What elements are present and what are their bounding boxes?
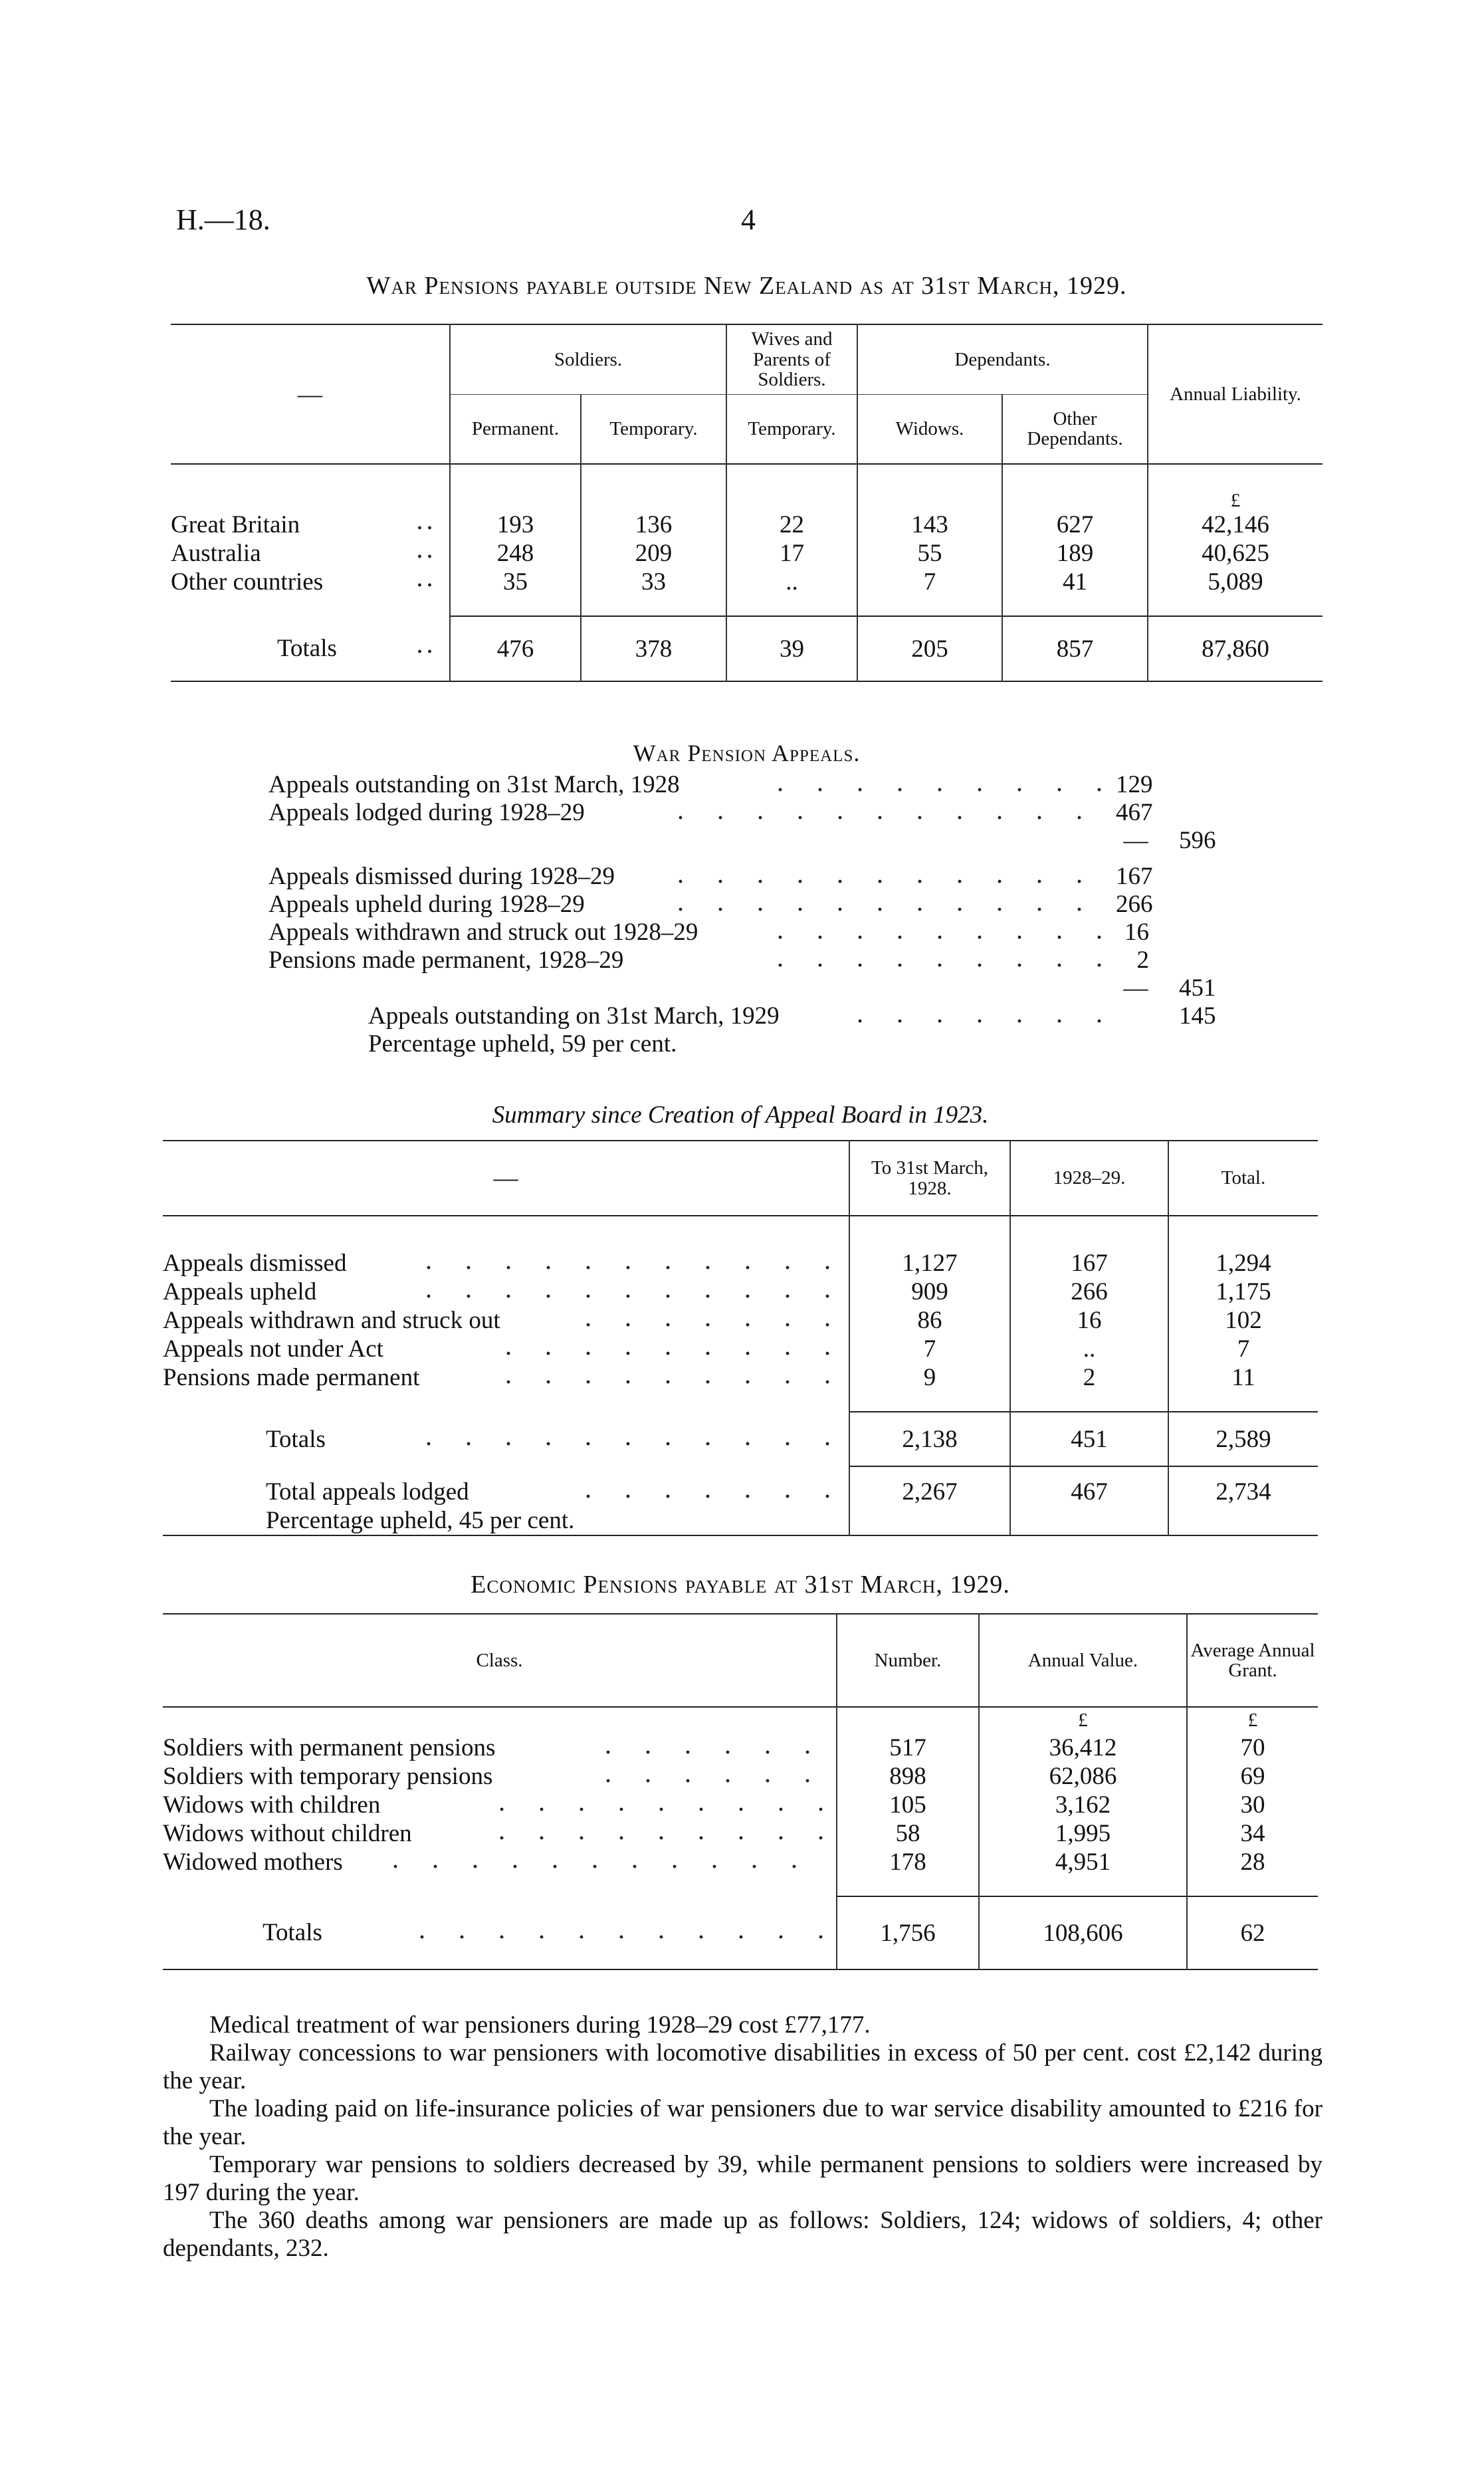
cell: 5,089	[1148, 568, 1323, 596]
cell: 36,412	[979, 1734, 1187, 1762]
list-item	[268, 891, 1153, 919]
dependants-group-header: Dependants.	[857, 324, 1148, 394]
cell: 42,146	[1148, 510, 1323, 539]
item-value: 16	[1124, 919, 1149, 946]
paragraph: The 360 deaths among war pensioners are made up as follows: Soldiers, 124; widows of soldiers, 4; other dependants, 232.	[163, 2207, 1323, 2262]
table-row	[163, 1819, 1318, 1848]
row-label: Total appeals lodged	[266, 1478, 469, 1506]
outstanding-1929-row	[368, 1002, 1216, 1030]
currency-symbol: £	[1148, 464, 1323, 510]
row-label: Widowed mothers	[163, 1849, 343, 1876]
item-value: 266	[1116, 891, 1153, 918]
cell: 16	[1010, 1306, 1168, 1335]
cell: 136	[581, 510, 726, 539]
stub-header: —	[493, 1165, 518, 1192]
cell: 9	[849, 1363, 1010, 1392]
row-label: Other countries	[171, 568, 324, 596]
cell: 857	[1002, 616, 1148, 681]
cell: 627	[1002, 510, 1148, 539]
item-value: 2	[1136, 947, 1149, 974]
subtotal-value: 451	[1179, 974, 1216, 1002]
cell: 108,606	[979, 1896, 1187, 1969]
col-header: Temporary.	[581, 394, 726, 464]
cell: 476	[450, 616, 581, 681]
col-header: Average Annual Grant.	[1187, 1614, 1318, 1707]
item-label: Appeals dismissed during 1928–29	[268, 863, 615, 890]
row-label: Soldiers with temporary pensions	[163, 1763, 493, 1790]
item-label: Pensions made permanent, 1928–29	[268, 947, 624, 974]
col-header: Annual Value.	[979, 1614, 1187, 1707]
item-value: 467	[1116, 799, 1153, 826]
subtotal-value: 596	[1179, 827, 1216, 854]
cell: 266	[1010, 1278, 1168, 1306]
item-value: 167	[1116, 863, 1153, 890]
cell: 4,951	[979, 1848, 1187, 1876]
cell: 189	[1002, 539, 1148, 568]
table-row	[163, 1848, 1318, 1876]
item-label: Appeals outstanding on 31st March, 1929	[368, 1002, 780, 1030]
appeals-title: War Pension Appeals.	[633, 740, 861, 766]
paragraph: Temporary war pensions to soldiers decreased by 39, while permanent pensions to soldiers were increased by 197 during the year.	[163, 2151, 1323, 2206]
totals-label: Totals	[263, 1919, 322, 1946]
paragraph: Railway concessions to war pensioners with locomotive disabilities in excess of 50 per cent. cost £2,142 during the year.	[163, 2039, 1323, 2094]
cell: 41	[1002, 568, 1148, 596]
cell: 58	[837, 1819, 979, 1848]
subtotal-row	[268, 827, 1265, 855]
cell: 1,175	[1168, 1278, 1318, 1306]
cell: 1,756	[837, 1896, 979, 1969]
cell: ..	[726, 568, 857, 596]
totals-label: Totals	[266, 1425, 326, 1453]
cell: 11	[1168, 1363, 1318, 1392]
cell: 193	[450, 510, 581, 539]
table-row	[171, 568, 1323, 596]
cell: 167	[1010, 1249, 1168, 1278]
cell: 30	[1187, 1791, 1318, 1819]
percentage-upheld: Percentage upheld, 45 per cent.	[266, 1507, 575, 1534]
col-header: Other Dependants.	[1002, 394, 1148, 464]
stub-header: —	[171, 324, 450, 464]
table-row	[163, 1363, 1318, 1392]
cell: 70	[1187, 1734, 1318, 1762]
col-header: Temporary.	[726, 394, 857, 464]
cell: 22	[726, 510, 857, 539]
rule-dash: —	[1123, 974, 1148, 1002]
cell: 378	[581, 616, 726, 681]
war-pensions-title: War Pensions payable outside New Zealand as at 31st March, 1929.	[366, 272, 1127, 300]
cell: 102	[1168, 1306, 1318, 1335]
table-row	[163, 1762, 1318, 1791]
item-label: Appeals outstanding on 31st March, 1928	[268, 771, 680, 798]
col-header: 1928–29.	[1010, 1141, 1168, 1216]
cell: 2	[1010, 1363, 1168, 1392]
wives-group-header: Wives and Parents of Soldiers.	[726, 324, 857, 394]
paragraph: The loading paid on life-insurance policies of war pensioners due to war service disability amounted to £216 for the year.	[163, 2095, 1323, 2150]
totals-label: Totals	[277, 635, 337, 662]
table-row	[171, 510, 1323, 539]
cell: 39	[726, 616, 857, 681]
cell: 69	[1187, 1762, 1318, 1791]
col-header: Total.	[1168, 1141, 1318, 1216]
totals-row	[163, 1896, 1318, 1969]
cell: 7	[857, 568, 1002, 596]
totals-row	[163, 1412, 1318, 1466]
cell: 209	[581, 539, 726, 568]
percentage-upheld: Percentage upheld, 59 per cent.	[368, 1030, 677, 1058]
item-value: 129	[1116, 771, 1153, 798]
row-label: Appeals withdrawn and struck out	[163, 1307, 500, 1334]
page-number: 4	[741, 203, 756, 236]
cell: 17	[726, 539, 857, 568]
cell: 62	[1187, 1896, 1318, 1969]
item-label: Appeals upheld during 1928–29	[268, 891, 585, 918]
cell: 2,267	[849, 1466, 1010, 1506]
col-header: Permanent.	[450, 394, 581, 464]
cell: 909	[849, 1278, 1010, 1306]
cell: 62,086	[979, 1762, 1187, 1791]
cell: 35	[450, 568, 581, 596]
col-header: Widows.	[857, 394, 1002, 464]
cell: 1,995	[979, 1819, 1187, 1848]
annual-liability-header: Annual Liability.	[1148, 324, 1323, 464]
war-pensions-table	[171, 324, 1323, 682]
totals-row	[171, 616, 1323, 681]
economic-title: Economic Pensions payable at 31st March, 1929.	[471, 1571, 1010, 1599]
list-item	[268, 947, 1149, 974]
cell: 178	[837, 1848, 979, 1876]
summary-table	[163, 1140, 1318, 1536]
cell: 898	[837, 1762, 979, 1791]
item-label: Appeals withdrawn and struck out 1928–29	[268, 919, 698, 946]
cell: 7	[1168, 1335, 1318, 1363]
table-row	[163, 1734, 1318, 1762]
currency-symbol: £	[1187, 1707, 1318, 1734]
appeals-list	[268, 771, 1265, 1058]
item-label: Appeals lodged during 1928–29	[268, 799, 585, 826]
cell: 2,138	[849, 1412, 1010, 1466]
cell: 34	[1187, 1819, 1318, 1848]
item-value: 145	[1179, 1002, 1216, 1030]
list-item	[268, 771, 1153, 799]
list-item	[268, 863, 1153, 891]
cell: 40,625	[1148, 539, 1323, 568]
table-row	[163, 1791, 1318, 1819]
cell: 87,860	[1148, 616, 1323, 681]
row-label: Appeals upheld	[163, 1278, 317, 1305]
row-label: Pensions made permanent	[163, 1364, 420, 1391]
lodged-row	[163, 1466, 1318, 1506]
cell: 3,162	[979, 1791, 1187, 1819]
cell: 205	[857, 616, 1002, 681]
cell: 105	[837, 1791, 979, 1819]
table-row	[163, 1278, 1318, 1306]
cell: 451	[1010, 1412, 1168, 1466]
row-label: Soldiers with permanent pensions	[163, 1734, 496, 1761]
cell: 248	[450, 539, 581, 568]
cell: 55	[857, 539, 1002, 568]
row-label: Australia	[171, 540, 261, 567]
cell: 28	[1187, 1848, 1318, 1876]
col-header: Number.	[837, 1614, 979, 1707]
cell: 2,589	[1168, 1412, 1318, 1466]
col-header: Class.	[476, 1649, 523, 1671]
rule-dash: —	[1123, 827, 1148, 854]
document-reference: H.—18.	[176, 203, 270, 236]
table-row	[163, 1335, 1318, 1363]
cell: 33	[581, 568, 726, 596]
cell: 143	[857, 510, 1002, 539]
soldiers-group-header: Soldiers.	[450, 324, 726, 394]
cell: 86	[849, 1306, 1010, 1335]
row-label: Widows with children	[163, 1791, 381, 1819]
cell: 2,734	[1168, 1466, 1318, 1506]
table-row	[171, 539, 1323, 568]
paragraph: Medical treatment of war pensioners during 1928–29 cost £77,177.	[209, 2011, 871, 2039]
subtotal-row	[268, 974, 1265, 1002]
cell: 1,127	[849, 1249, 1010, 1278]
currency-symbol: £	[979, 1707, 1187, 1734]
list-item	[268, 799, 1153, 827]
cell: 517	[837, 1734, 979, 1762]
row-label: Appeals not under Act	[163, 1335, 383, 1363]
table-row	[163, 1249, 1318, 1278]
cell: 467	[1010, 1466, 1168, 1506]
row-label: Great Britain	[171, 511, 300, 538]
col-header: To 31st March, 1928.	[849, 1141, 1010, 1216]
cell: 1,294	[1168, 1249, 1318, 1278]
cell: ..	[1010, 1335, 1168, 1363]
cell: 7	[849, 1335, 1010, 1363]
row-label: Widows without children	[163, 1820, 412, 1847]
economic-pensions-table	[163, 1613, 1318, 1970]
list-item	[268, 919, 1149, 947]
notes	[163, 2011, 1323, 2263]
summary-title: Summary since Creation of Appeal Board in 1923.	[492, 1101, 989, 1129]
row-label: Appeals dismissed	[163, 1250, 347, 1277]
table-row	[163, 1306, 1318, 1335]
